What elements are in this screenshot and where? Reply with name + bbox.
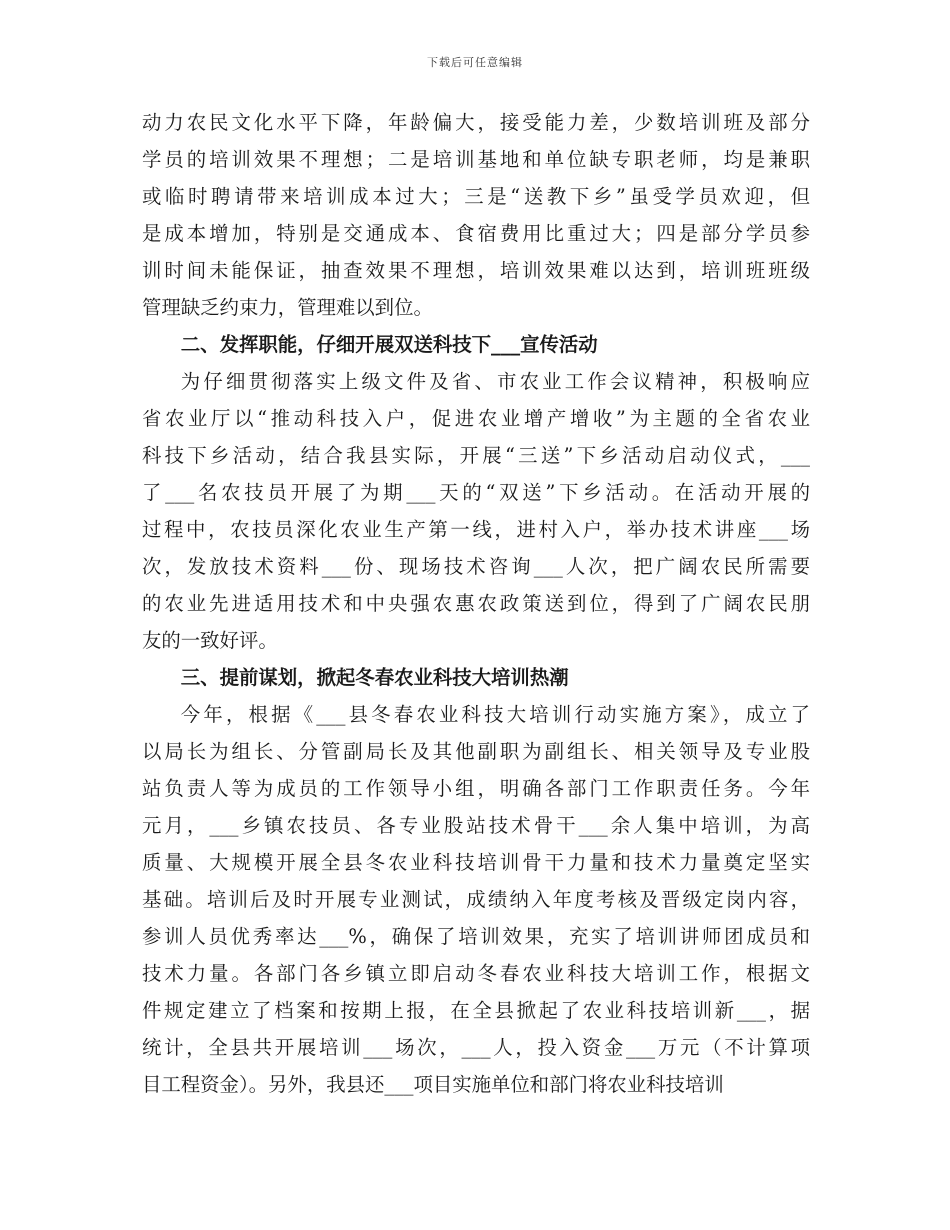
- text-line: 次，发放技术资料___份、现场技术咨询___人次，把广阔农民所需要: [142, 555, 810, 578]
- paragraph: [142, 363, 810, 659]
- text-line: 或临时聘请带来培训成本过大；三是“送教下乡”虽受学员欢迎，但: [142, 185, 810, 208]
- text-line: 统计，全县共开展培训___场次，___人，投入资金___万元（不计算项: [142, 1036, 810, 1059]
- text-line: 目工程资金）。另外，我县还___项目实施单位和部门将农业科技培训: [142, 1073, 724, 1096]
- text-line: 学员的培训效果不理想；二是培训基地和单位缺专职老师，均是兼职: [142, 148, 810, 171]
- text-line: 质量、大规模开展全县冬农业科技培训骨干力量和技术力量奠定坚实: [142, 851, 810, 874]
- text-line: 了___名农技员开展了为期___天的“双送”下乡活动。在活动开展的: [142, 481, 810, 504]
- text-line: 友的一致好评。: [142, 629, 278, 652]
- text-line: 训时间未能保证，抽查效果不理想，培训效果难以达到，培训班班级: [142, 259, 810, 282]
- text-line: 件规定建立了档案和按期上报，在全县掀起了农业科技培训新___，据: [142, 999, 810, 1022]
- document-body: [142, 104, 810, 1103]
- text-line: 今年，根据《___县冬春农业科技大培训行动实施方案》，成立了: [180, 703, 810, 726]
- text-line: 二、发挥职能，仔细开展双送科技下___宣传活动: [180, 333, 598, 356]
- text-line: 元月，___乡镇农技员、各专业股站技术骨干___余人集中培训，为高: [142, 814, 810, 837]
- text-line: 为仔细贯彻落实上级文件及省、市农业工作会议精神，积极响应: [180, 370, 810, 393]
- text-line: 站负责人等为成员的工作领导小组，明确各部门工作职责任务。今年: [142, 777, 810, 800]
- text-line: 过程中，农技员深化农业生产第一线，进村入户，举办技术讲座___场: [142, 518, 810, 541]
- text-line: 技术力量。各部门各乡镇立即启动冬春农业科技大培训工作，根据文: [142, 962, 810, 985]
- text-line: 是成本增加，特别是交通成本、食宿费用比重过大；四是部分学员参: [142, 222, 810, 245]
- text-line: 的农业先进适用技术和中央强农惠农政策送到位，得到了广阔农民朋: [142, 592, 810, 615]
- paragraph: [142, 104, 810, 326]
- section-heading: [142, 326, 810, 363]
- text-line: 以局长为组长、分管副局长及其他副职为副组长、相关领导及专业股: [142, 740, 810, 763]
- paragraph: [142, 696, 810, 1103]
- text-line: 动力农民文化水平下降，年龄偏大，接受能力差，少数培训班及部分: [142, 111, 810, 134]
- text-line: 参训人员优秀率达___%，确保了培训效果，充实了培训讲师团成员和: [142, 925, 810, 948]
- text-line: 基础。培训后及时开展专业测试，成绩纳入年度考核及晋级定岗内容，: [142, 888, 810, 911]
- page-header: 下载后可任意编辑: [427, 56, 523, 69]
- text-line: 三、提前谋划，掀起冬春农业科技大培训热潮: [180, 666, 569, 689]
- text-line: 省农业厅以“推动科技入户，促进农业增产增收”为主题的全省农业: [142, 407, 810, 430]
- section-heading: [142, 659, 810, 696]
- text-line: 科技下乡活动，结合我县实际，开展“三送”下乡活动启动仪式，___: [142, 444, 810, 467]
- text-line: 管理缺乏约束力，管理难以到位。: [142, 296, 433, 319]
